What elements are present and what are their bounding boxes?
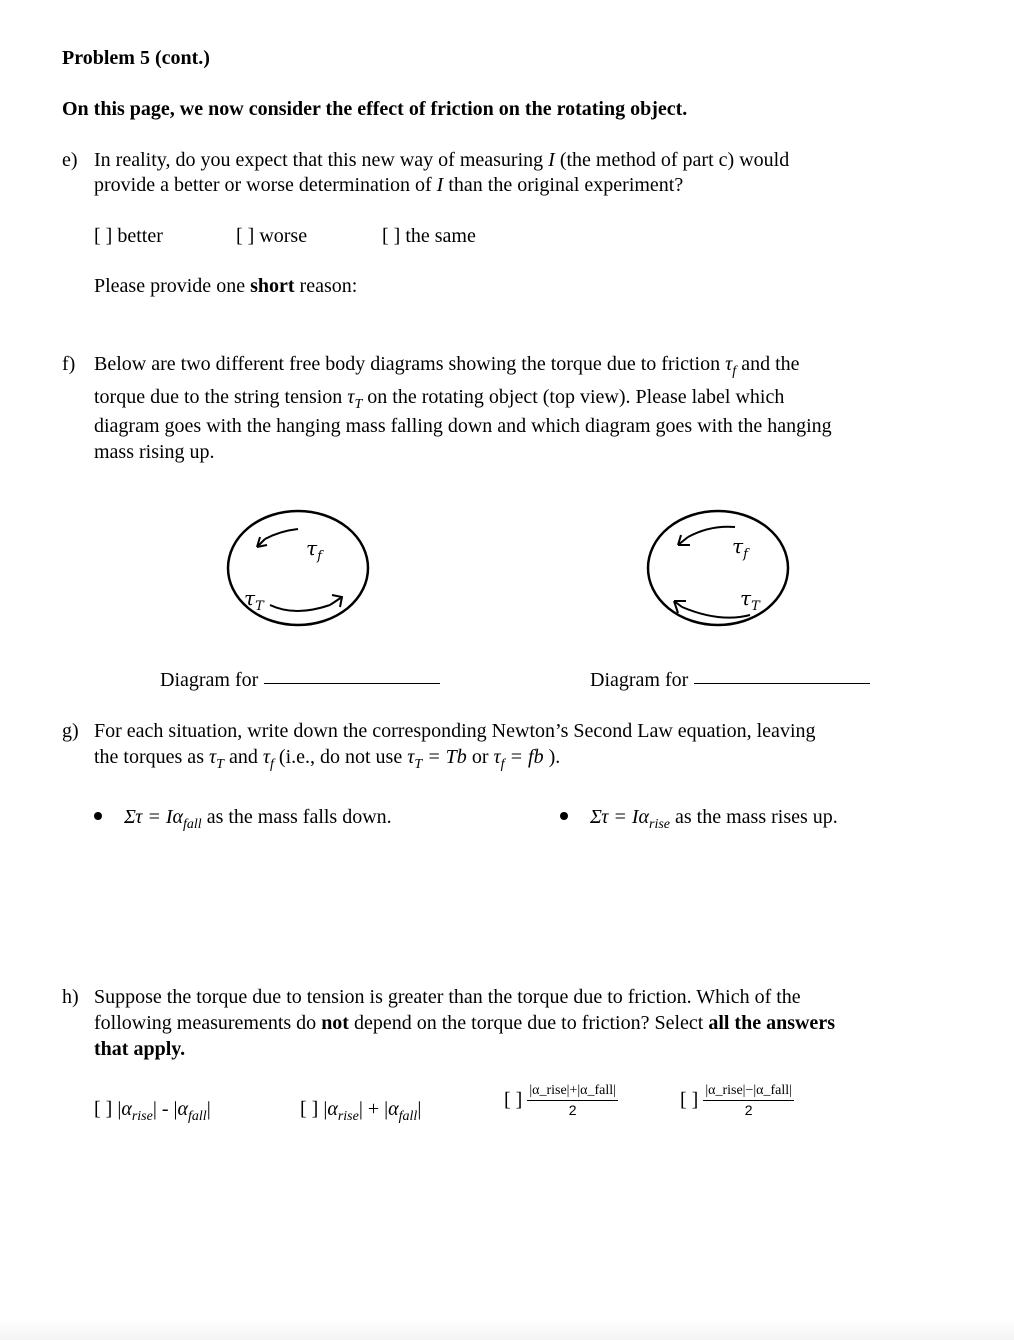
part-h-line1: Suppose the torque due to tension is greater than the torque due to friction. Which of the <box>94 986 801 1008</box>
answer-blank-left[interactable] <box>264 682 440 684</box>
option-same[interactable] <box>382 225 476 248</box>
part-h-label: h) <box>62 986 79 1008</box>
part-g-label: g) <box>62 720 79 742</box>
part-f-line4: mass rising up. <box>94 441 215 463</box>
checkbox-bracket[interactable]: [ ] <box>236 225 255 247</box>
checkbox-bracket[interactable]: [ ] <box>94 225 113 247</box>
diagram-right-top-label: $\tau_f$ <box>732 534 748 562</box>
option-label: worse <box>259 225 308 247</box>
choice-difference[interactable]: [ ] $|\alpha_{rise}| - |\alpha_{fall}|$ <box>94 1098 211 1124</box>
page-title: Problem 5 (cont.) <box>62 47 210 69</box>
part-f-label: f) <box>62 353 76 375</box>
page-bottom-shadow <box>0 1318 1014 1340</box>
bullet-icon <box>560 812 568 820</box>
part-g-line1: For each situation, write down the corresponding Newton’s Second Law equation, leaving <box>94 720 816 742</box>
fraction-numerator: |α_rise|−|α_fall| <box>703 1083 794 1101</box>
intro-text: On this page, we now consider the effect of friction on the rotating object. <box>62 98 688 120</box>
part-g-line2: the torques as $\tau_T$ and $\tau_f$ (i.e., do not use $\tau_T = Tb$ or $\tau_f$ = fb ). <box>94 746 561 772</box>
arrow-head-icon <box>330 595 342 607</box>
fraction-sum-over-2 <box>527 1083 618 1118</box>
bullet-icon <box>94 812 102 820</box>
bullet-fall: $\Sigma\tau = I\alpha_{fall}$ as the mass falls down. <box>94 806 392 833</box>
option-label: better <box>117 225 163 247</box>
diagram-label-right: Diagram for <box>590 669 870 692</box>
part-e-label: e) <box>62 149 78 171</box>
fraction-denominator: 2 <box>744 1102 753 1118</box>
part-f-line2: torque due to the string tension $\tau_T$ on the rotating object (top view). Please label which <box>94 386 785 412</box>
fraction-denominator: 2 <box>568 1102 577 1118</box>
option-label: the same <box>405 225 476 247</box>
friction-arc <box>688 527 735 537</box>
diagram-left-top-label: $\tau_f$ <box>306 536 322 564</box>
diagram-left <box>220 505 380 635</box>
choice-sum[interactable]: [ ] $|\alpha_{rise}| + |\alpha_{fall}|$ <box>300 1098 422 1124</box>
fraction-numerator: |α_rise|+|α_fall| <box>527 1083 618 1101</box>
checkbox-bracket[interactable]: [ ] <box>300 1098 319 1120</box>
choice-average-difference[interactable] <box>680 1083 794 1118</box>
reason-prompt: Please provide one short reason: <box>94 275 358 297</box>
bullet-rise: $\Sigma\tau = I\alpha_{rise}$ as the mass rises up. <box>560 806 838 833</box>
part-f-line1: Below are two different free body diagrams showing the torque due to friction $\tau_f$ and the <box>94 353 800 379</box>
diagram-right <box>640 505 800 635</box>
option-better[interactable] <box>94 225 163 248</box>
choice-average-sum[interactable] <box>504 1083 618 1118</box>
diagram-left-bottom-label: $\tau_T$ <box>244 586 264 614</box>
part-e-line2: provide a better or worse determination of I than the original experiment? <box>94 174 684 196</box>
diagram-label-left: Diagram for <box>160 669 440 692</box>
part-e-line1: In reality, do you expect that this new way of measuring I (the method of part c) would <box>94 149 790 171</box>
answer-blank-right[interactable] <box>694 682 870 684</box>
tension-arc <box>270 605 330 611</box>
part-h-line3: that apply. <box>94 1038 186 1060</box>
checkbox-bracket[interactable]: [ ] <box>382 225 401 247</box>
fraction-difference-over-2 <box>703 1083 794 1118</box>
checkbox-bracket[interactable]: [ ] <box>680 1089 699 1111</box>
part-h-line2: following measurements do not depend on the torque due to friction? Select all the answers <box>94 1012 835 1034</box>
checkbox-bracket[interactable]: [ ] <box>504 1089 523 1111</box>
part-f-line3: diagram goes with the hanging mass falling down and which diagram goes with the hanging <box>94 415 832 437</box>
option-worse[interactable] <box>236 225 307 248</box>
friction-arc <box>265 529 298 539</box>
diagram-right-bottom-label: $\tau_T$ <box>740 586 760 614</box>
checkbox-bracket[interactable]: [ ] <box>94 1098 113 1120</box>
